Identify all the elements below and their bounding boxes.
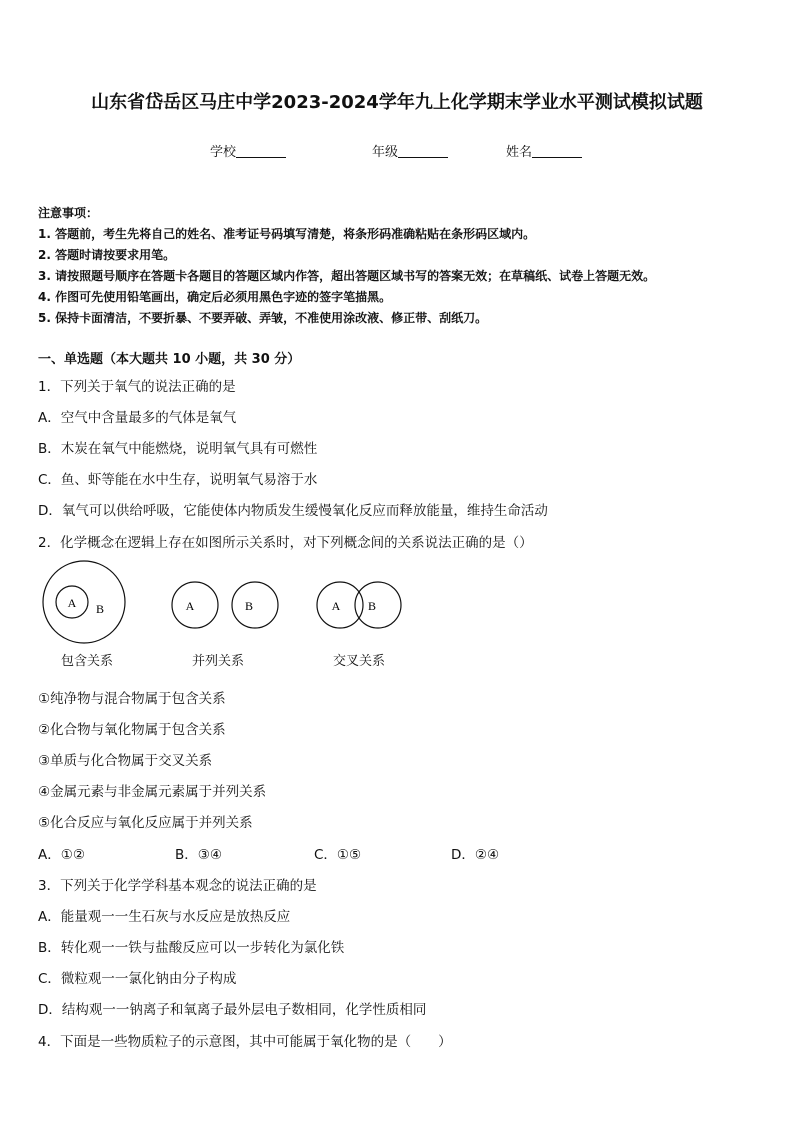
question-3-option-a: A．能量观一一生石灰与水反应是放热反应 [38,909,291,925]
question-2-option-b: B．③④ [175,847,222,863]
intersection-diagram [317,582,401,628]
question-3-option-d: D．结构观一一钠离子和氧离子最外层电子数相同，化学性质相同 [38,1002,427,1018]
name-field [506,141,582,160]
question-1-option-c: C．鱼、虾等能在水中生存，说明氧气易溶于水 [38,472,318,488]
page-title: 山东省岱岳区马庄中学2023-2024学年九上化学期末学业水平测试模拟试题 [91,92,703,113]
question-2-statement: ③单质与化合物属于交叉关系 [38,753,213,769]
inclusion-label-b: B [95,602,105,616]
question-2-option-a: A．①② [38,847,85,863]
school-field [210,141,286,160]
inclusion-label-a: A [67,596,77,610]
question-2-option-d: D．②④ [451,847,500,863]
section-title: 一、单选题（本大题共 10 小题，共 30 分） [38,352,301,367]
relation-diagram [36,560,416,650]
school-label: 学校 [210,145,237,160]
note-item: 2. 答题时请按要求用笔。 [38,248,176,262]
parallel-label-b: B [244,599,254,613]
intersection-label-a: A [331,599,341,613]
note-item: 1. 答题前，考生先将自己的姓名、准考证号码填写清楚，将条形码准确粘贴在条形码区域内。 [38,227,536,241]
question-3-option-c: C．微粒观一一氯化钠由分子构成 [38,971,237,987]
question-1-option-a: A．空气中含量最多的气体是氧气 [38,410,237,426]
question-2-stem: 2．化学概念在逻辑上存在如图所示关系时，对下列概念间的关系说法正确的是（） [38,535,533,551]
question-2-statement: ②化合物与氧化物属于包含关系 [38,722,226,738]
note-item: 5. 保持卡面清洁，不要折暴、不要弄破、弄皱，不准使用涂改液、修正带、刮纸刀。 [38,311,488,325]
question-2-option-c: C．①⑤ [314,847,362,863]
question-3-stem: 3．下列关于化学学科基本观念的说法正确的是 [38,878,317,894]
parallel-diagram [172,582,278,628]
notes-title: 注意事项： [38,206,99,220]
question-1-option-d: D．氧气可以供给呼吸，它能使体内物质发生缓慢氧化反应而释放能量，维持生命活动 [38,503,548,519]
caption-inclusion: 包含关系 [61,654,114,669]
note-item: 4. 作图可先使用铅笔画出，确定后必须用黑色字迹的签字笔描黑。 [38,290,392,304]
inclusion-diagram [43,561,125,643]
question-2-statement: ⑤化合反应与氧化反应属于并列关系 [38,815,253,831]
grade-blank[interactable] [398,145,448,158]
note-item: 3. 请按照题号顺序在答题卡各题目的答题区域内作答，超出答题区域书写的答案无效；在草稿纸、试卷上答题无效。 [38,269,656,283]
caption-parallel: 并列关系 [192,654,245,669]
name-blank[interactable] [532,145,582,158]
intersection-label-b: B [367,599,377,613]
question-2-statement: ①纯净物与混合物属于包含关系 [38,691,226,707]
question-1-option-b: B．木炭在氧气中能燃烧，说明氧气具有可燃性 [38,441,318,457]
caption-intersection: 交叉关系 [333,654,386,669]
parallel-label-a: A [185,599,195,613]
question-3-option-b: B．转化观一一铁与盐酸反应可以一步转化为氯化铁 [38,940,345,956]
school-blank[interactable] [236,145,286,158]
grade-label: 年级 [372,145,399,160]
question-4-stem: 4．下面是一些物质粒子的示意图，其中可能属于氧化物的是（ ） [38,1034,452,1050]
question-1-stem: 1．下列关于氧气的说法正确的是 [38,379,236,395]
grade-field [372,141,448,160]
name-label: 姓名 [506,145,533,160]
question-2-statement: ④金属元素与非金属元素属于并列关系 [38,784,267,800]
